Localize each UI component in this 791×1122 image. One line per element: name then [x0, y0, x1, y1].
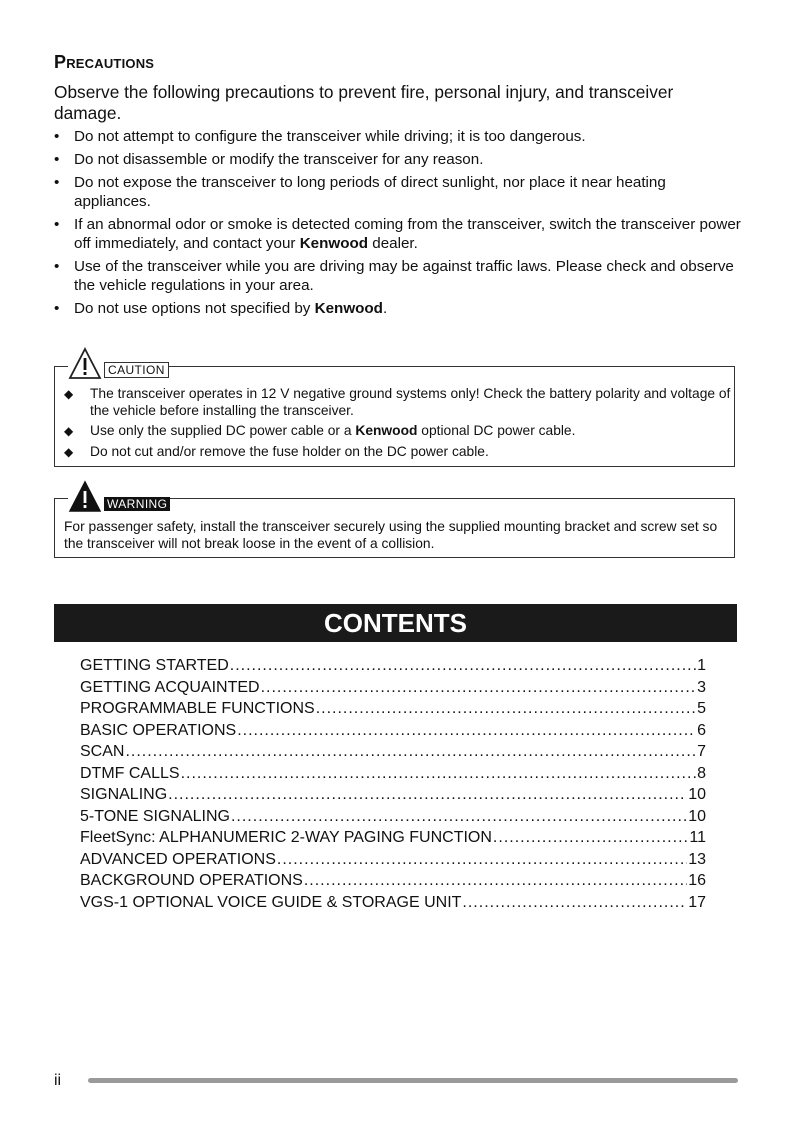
toc-title: GETTING ACQUAINTED [80, 678, 260, 696]
toc-leader [261, 677, 697, 699]
warning-label: WARNING [104, 497, 170, 511]
bullet-icon: • [54, 128, 60, 145]
toc-title: BASIC OPERATIONS [80, 721, 237, 739]
contents-heading: CONTENTS [54, 604, 737, 642]
caution-item: ◆ The transceiver operates in 12 V negative ground systems only! Check the battery polarity and voltage of the vehicle before installing the transceiver. [64, 386, 731, 418]
toc-title: PROGRAMMABLE FUNCTIONS [80, 700, 315, 717]
caution-list [64, 386, 734, 464]
toc-leader [125, 741, 696, 763]
brand-name: Kenwood [299, 235, 369, 252]
toc-entry[interactable] [80, 784, 706, 806]
brand-name: Kenwood [355, 423, 418, 438]
toc-title: ADVANCED OPERATIONS [80, 850, 276, 868]
warning-triangle-filled-icon [68, 480, 102, 514]
toc-leader [277, 849, 687, 871]
toc-page: 5 [697, 700, 706, 717]
toc-leader [316, 698, 696, 720]
bullet-icon: • [54, 216, 60, 233]
toc-page: 16 [688, 872, 706, 889]
diamond-bullet-icon: ◆ [64, 424, 74, 438]
toc-title: DTMF CALLS [80, 764, 180, 782]
toc-entry[interactable] [80, 849, 706, 871]
toc-page: 8 [697, 764, 706, 782]
toc-entry[interactable] [80, 763, 706, 785]
footer-divider [88, 1078, 738, 1083]
toc-page: 7 [697, 743, 706, 760]
bullet-icon: • [54, 151, 60, 168]
toc-page: 11 [689, 829, 706, 846]
brand-name: Kenwood [314, 300, 383, 317]
precaution-item: • Do not expose the transceiver to long periods of direct sunlight, nor place it near heating appliances. [54, 174, 666, 210]
toc-title: SIGNALING [80, 786, 168, 803]
toc-page: 17 [688, 893, 706, 911]
toc-entry[interactable] [80, 741, 706, 763]
toc-page: 13 [688, 850, 706, 868]
warning-text: For passenger safety, install the transceiver securely using the supplied mounting bracket and screw set so the transceiver will not break loose in the event of a collision. [64, 519, 718, 551]
toc-entry[interactable] [80, 698, 706, 720]
toc-title: SCAN [80, 743, 125, 760]
toc-leader [237, 720, 696, 742]
precaution-item: • Use of the transceiver while you are driving may be against traffic laws. Please check and observe the vehicle regulations in your area. [54, 258, 734, 294]
toc-entry[interactable] [80, 806, 706, 828]
diamond-bullet-icon: ◆ [64, 387, 74, 401]
toc-entry[interactable] [80, 870, 706, 892]
toc-leader [230, 655, 696, 677]
toc-entry[interactable] [80, 827, 706, 849]
precautions-intro: Observe the following precautions to prevent fire, personal injury, and transceiver damage. [54, 82, 674, 123]
caution-label: CAUTION [104, 362, 169, 378]
precautions-list [54, 127, 744, 322]
toc-title: GETTING STARTED [80, 657, 229, 674]
toc-leader [493, 827, 688, 849]
caution-item: ◆ Use only the supplied DC power cable or a Kenwood optional DC power cable. [64, 423, 576, 438]
toc-entry[interactable] [80, 655, 706, 677]
toc-leader [231, 806, 687, 828]
toc-page: 3 [697, 678, 706, 696]
toc-page: 1 [697, 657, 706, 674]
toc-title: BACKGROUND OPERATIONS [80, 872, 303, 889]
toc-page: 10 [688, 786, 706, 803]
table-of-contents [80, 655, 706, 913]
precaution-item: • Do not disassemble or modify the transceiver for any reason. [54, 151, 484, 168]
toc-page: 6 [697, 721, 706, 739]
toc-leader [462, 892, 687, 914]
precautions-heading: Precautions [54, 52, 155, 72]
diamond-bullet-icon: ◆ [64, 444, 74, 459]
toc-title: VGS-1 OPTIONAL VOICE GUIDE & STORAGE UNIT [80, 893, 462, 911]
caution-tag [68, 347, 169, 381]
bullet-icon: • [54, 300, 60, 317]
warning-tag [68, 480, 170, 514]
warning-triangle-icon [68, 347, 102, 381]
precaution-item: • If an abnormal odor or smoke is detected coming from the transceiver, switch the transceiver power off immediately, and contact your Kenwood dealer. [54, 216, 741, 252]
toc-page: 10 [688, 807, 706, 825]
precaution-item: • Do not attempt to configure the transceiver while driving; it is too dangerous. [54, 128, 586, 145]
toc-entry[interactable] [80, 892, 706, 914]
precaution-item: • Do not use options not specified by Kenwood. [54, 300, 388, 317]
page-number: ii [54, 1072, 62, 1089]
toc-title: 5-TONE SIGNALING [80, 807, 230, 825]
toc-leader [181, 763, 697, 785]
toc-entry[interactable] [80, 720, 706, 742]
bullet-icon: • [54, 174, 60, 191]
toc-entry[interactable] [80, 677, 706, 699]
toc-leader [168, 784, 687, 806]
caution-item: ◆ Do not cut and/or remove the fuse holder on the DC power cable. [64, 443, 489, 459]
bullet-icon: • [54, 258, 60, 275]
toc-leader [304, 870, 687, 892]
toc-title: FleetSync: ALPHANUMERIC 2-WAY PAGING FUNCTION [80, 829, 492, 846]
